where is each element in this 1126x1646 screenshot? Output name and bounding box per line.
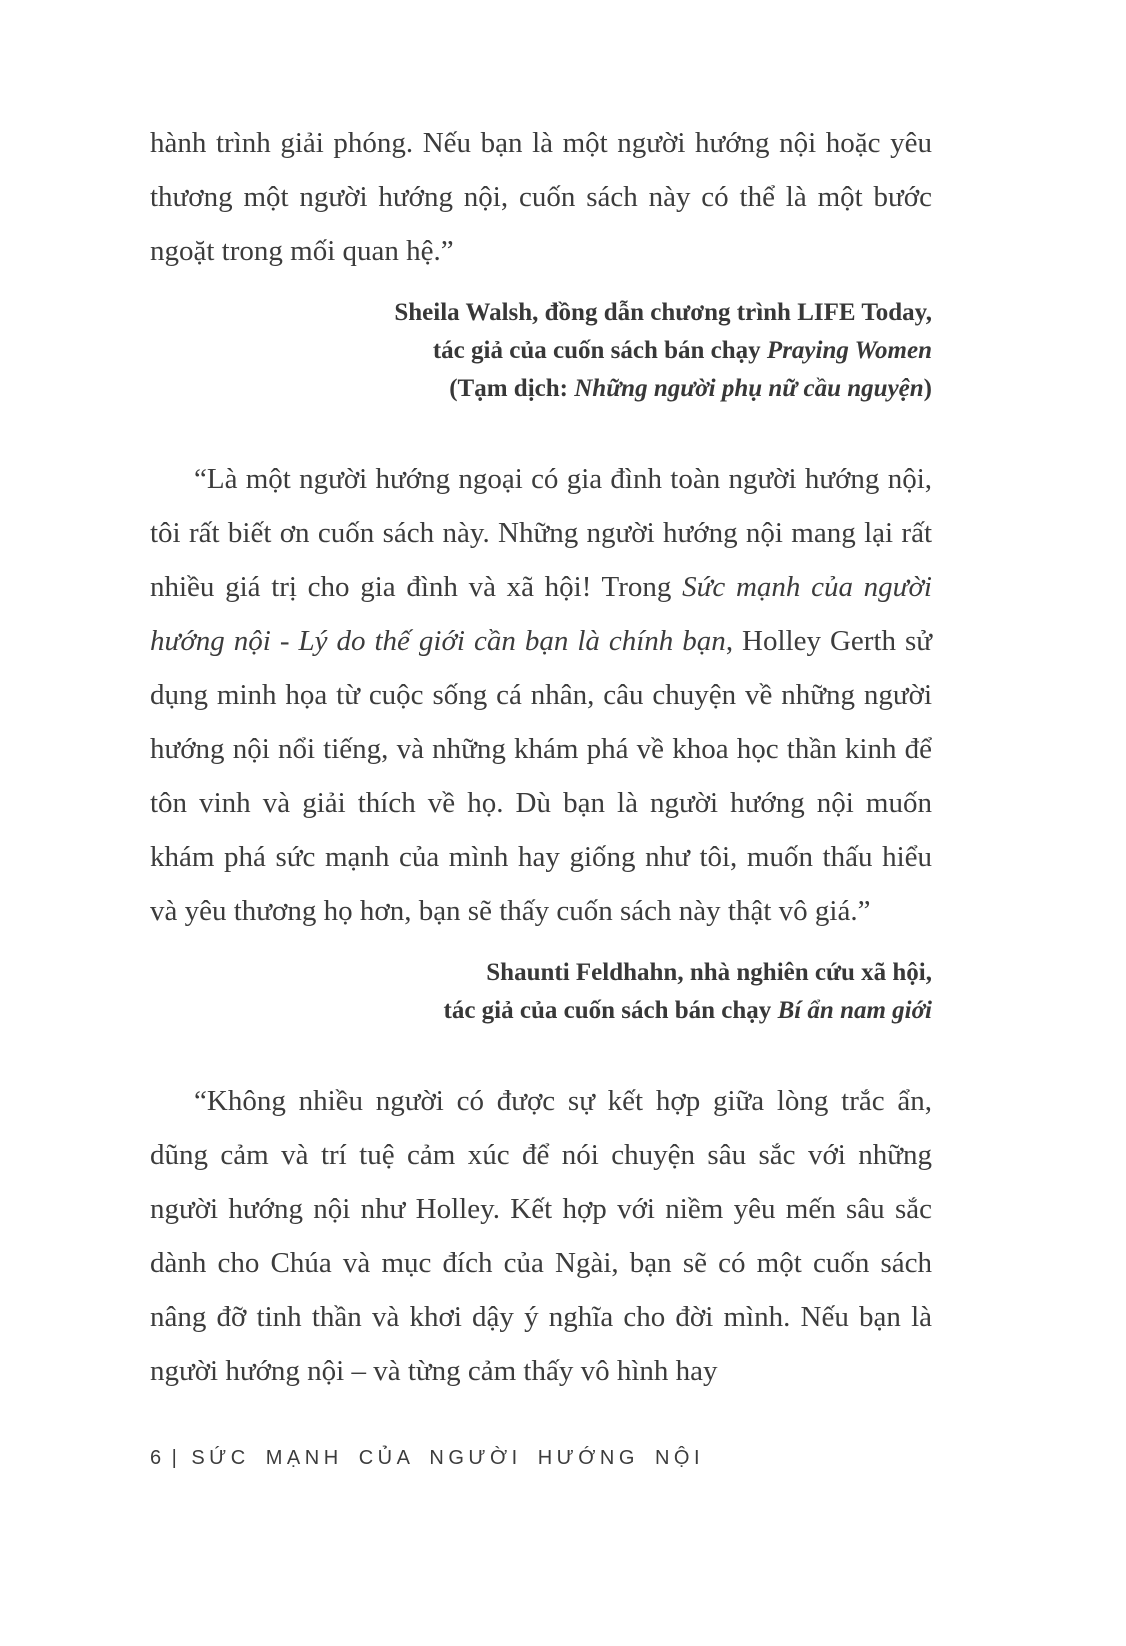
attribution-role-text: tác giả của cuốn sách bán chạy (443, 997, 778, 1024)
attribution-book-title: Bí ẩn nam giới (777, 997, 932, 1024)
page-content (150, 116, 932, 1398)
attribution-translation-suffix: ) (923, 375, 932, 402)
attribution-book-title: Praying Women (766, 337, 932, 364)
attribution-line (150, 370, 932, 408)
attribution-sheila-walsh (150, 294, 932, 408)
attribution-translation-prefix: (Tạm dịch: (449, 375, 575, 402)
footer-separator: | (171, 1447, 182, 1469)
footer-book-title: SỨC MẠNH CỦA NGƯỜI HƯỚNG NỘI (191, 1447, 704, 1469)
page-footer (150, 1447, 704, 1470)
attribution-line (150, 954, 932, 992)
attribution-line (150, 332, 932, 370)
attribution-translated-title: Những người phụ nữ cầu nguyện (574, 375, 924, 402)
attribution-line (150, 294, 932, 332)
paragraph-endorsement-1 (150, 116, 932, 278)
attribution-shaunti-feldhahn (150, 954, 932, 1030)
paragraph-endorsement-2 (150, 452, 932, 938)
attribution-name-role: Sheila Walsh, đồng dẫn chương trình LIFE Today, (394, 299, 932, 326)
paragraph-endorsement-2-text-continued: , Holley Gerth sử dụng minh họa từ cuộc sống cá nhân, câu chuyện về những người hướng nội nổi tiếng, và những khám phá về khoa học thần kinh để tôn vinh và giải thích về họ. Dù bạn là người hướng nội muốn khám phá sức mạnh của mình hay giống như tôi, muốn thấu hiểu và yêu thương họ hơn, bạn sẽ thấy cuốn sách này thật vô giá.” (150, 625, 932, 927)
page-number: 6 (150, 1447, 166, 1469)
attribution-name-role: Shaunti Feldhahn, nhà nghiên cứu xã hội, (486, 959, 932, 986)
paragraph-endorsement-2-text: “Là một người hướng ngoại có gia đình toàn người hướng nội, tôi rất biết ơn cuốn sách này. Những người hướng nội mang lại rất nhiều giá trị cho gia đình và xã hội! Trong (150, 463, 932, 603)
attribution-role-text: tác giả của cuốn sách bán chạy (432, 337, 767, 364)
paragraph-endorsement-3 (150, 1074, 932, 1398)
book-title-inline: Sức mạnh của người hướng nội - Lý do thế giới cần bạn là chính bạn (150, 571, 932, 657)
paragraph-endorsement-3-text: “Không nhiều người có được sự kết hợp giữa lòng trắc ẩn, dũng cảm và trí tuệ cảm xúc để nói chuyện sâu sắc với những người hướng nội như Holley. Kết hợp với niềm yêu mến sâu sắc dành cho Chúa và mục đích của Ngài, bạn sẽ có một cuốn sách nâng đỡ tinh thần và khơi dậy ý nghĩa cho đời mình. Nếu bạn là người hướng nội – và từng cảm thấy vô hình hay (150, 1085, 932, 1387)
attribution-line (150, 992, 932, 1030)
paragraph-endorsement-1-text: hành trình giải phóng. Nếu bạn là một người hướng nội hoặc yêu thương một người hướng nội, cuốn sách này có thể là một bước ngoặt trong mối quan hệ.” (150, 127, 932, 267)
